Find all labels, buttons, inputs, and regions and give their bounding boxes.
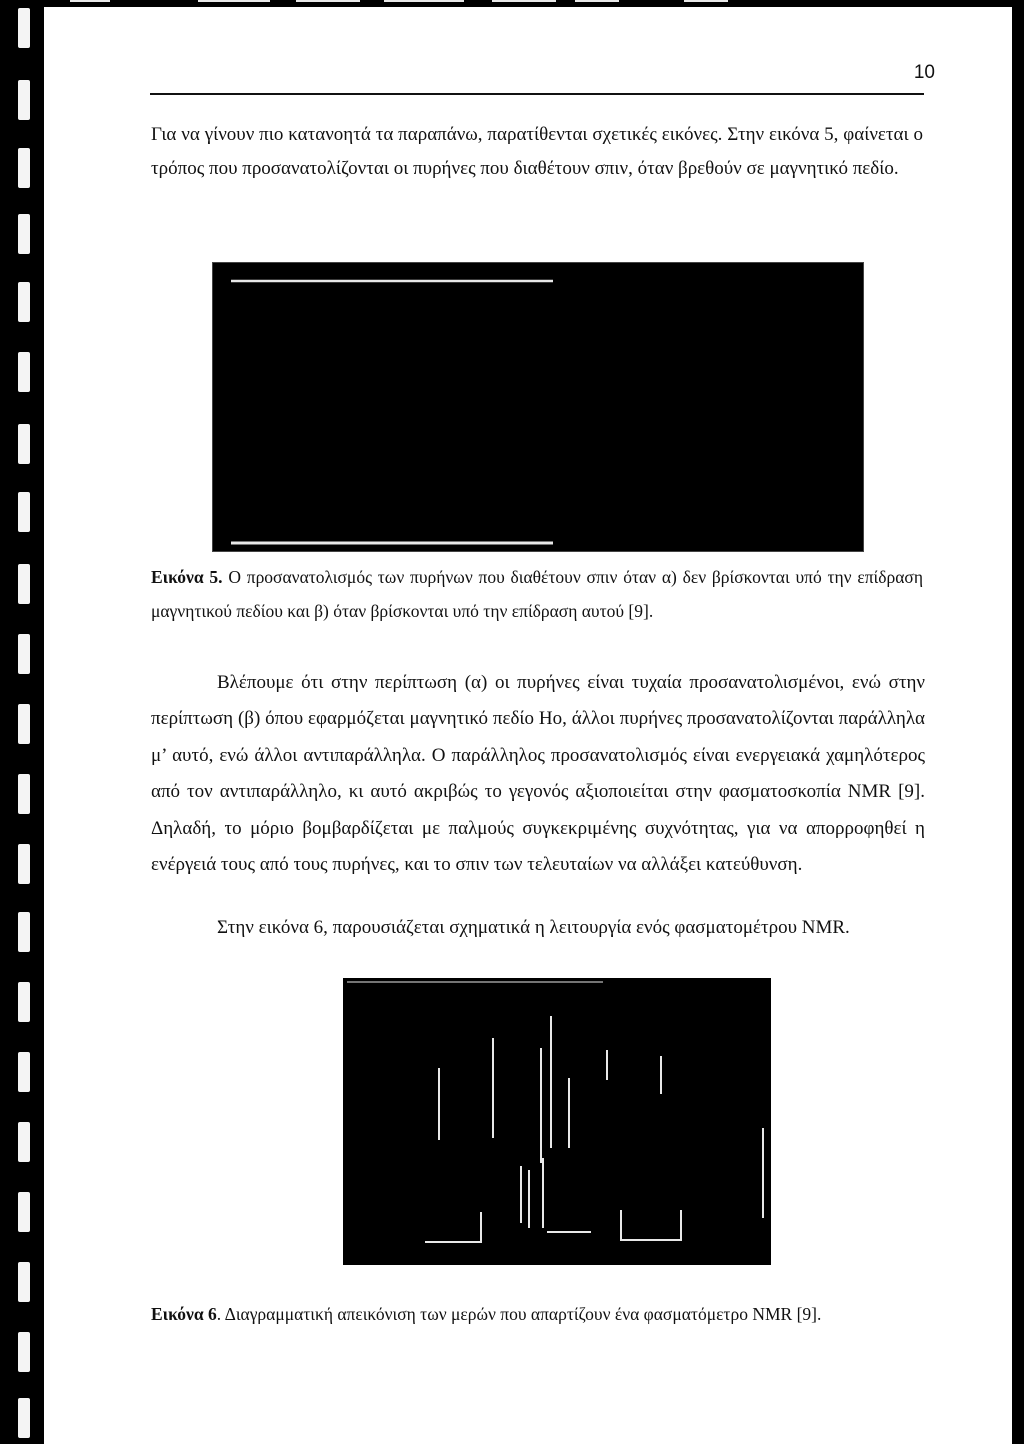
sprocket-hole [18, 634, 30, 674]
sprocket-hole [18, 564, 30, 604]
figure-6-intro-paragraph: Στην εικόνα 6, παρουσιάζεται σχηματικά η λειτουργία ενός φασματομέτρου NMR. [217, 917, 850, 938]
figure-6-caption [151, 1302, 923, 1326]
sprocket-hole [18, 214, 30, 254]
figure-6-graphic [343, 978, 771, 1265]
sprocket-hole [18, 912, 30, 952]
sprocket-hole [18, 1192, 30, 1232]
figure-5-image [212, 262, 864, 552]
sprocket-hole [18, 492, 30, 532]
sprocket-hole [18, 352, 30, 392]
figure-6-image [343, 978, 771, 1265]
figure-6-caption-text: . Διαγραμματική απεικόνιση των μερών που απαρτίζουν ένα φασματόμετρο NMR [9]. [216, 1304, 822, 1324]
figure-5-label: Εικόνα 5. [151, 567, 223, 587]
sprocket-hole [18, 282, 30, 322]
baseline-bracket-right [621, 1210, 681, 1240]
sprocket-hole [18, 1332, 30, 1372]
sprocket-hole [18, 1398, 30, 1438]
baseline-step-left [425, 1212, 481, 1242]
film-edge-marks [0, 0, 1024, 6]
sprocket-hole [18, 80, 30, 120]
sprocket-hole [18, 424, 30, 464]
sprocket-hole [18, 774, 30, 814]
page-number: 10 [913, 62, 935, 83]
sprocket-hole [18, 1262, 30, 1302]
figure-5-caption [151, 560, 923, 628]
sprocket-hole [18, 1052, 30, 1092]
header-rule [150, 93, 924, 95]
figure-5-graphic [213, 263, 863, 551]
sprocket-hole [18, 148, 30, 188]
figure-5-caption-text: Ο προσανατολισμός των πυρήνων που διαθέτουν σπιν όταν α) δεν βρίσκονται υπό την επίδραση μαγνητικού πεδίου και β) όταν βρίσκονται υπό την επίδραση αυτού [9]. [151, 567, 923, 621]
figure-6-label: Εικόνα 6 [151, 1304, 217, 1324]
intro-paragraph: Για να γίνουν πιο κατανοητά τα παραπάνω, παρατίθενται σχετικές εικόνες. Στην εικόνα 5, φαίνεται ο τρόπος που προσανατολίζονται οι πυρήνες που διαθέτουν σπιν, όταν βρεθούν σε μαγνητικό πεδίο. [151, 124, 923, 179]
orientation-paragraph: Βλέπουμε ότι στην περίπτωση (α) οι πυρήνες είναι τυχαία προσανατολισμένοι, ενώ στην περίπτωση (β) όπου εφαρμόζεται μαγνητικό πεδίο Ho, άλλοι πυρήνες προσανατολίζονται παράλληλα μ’ αυτό, ενώ άλλοι αντιπαράλληλα. Ο παράλληλος προσανατολισμός είναι ενεργειακά χαμηλότερος από τον αντιπαράλληλο, κι αυτό ακριβώς το γεγονός αξιοποιείται στην φασματοσκοπία NMR [9]. Δηλαδή, το μόριο βομβαρδίζεται με παλμούς συγκεκριμένης συχνότητας, για να απορροφηθεί η ενέργειά τους από τους πυρήνες, και το σπιν των τελευταίων να αλλάξει κατεύθυνση. [151, 672, 925, 876]
sprocket-hole [18, 982, 30, 1022]
sprocket-hole [18, 704, 30, 744]
sprocket-hole [18, 8, 30, 48]
sprocket-hole [18, 1122, 30, 1162]
sprocket-hole [18, 844, 30, 884]
film-sprocket-strip [14, 0, 40, 1444]
